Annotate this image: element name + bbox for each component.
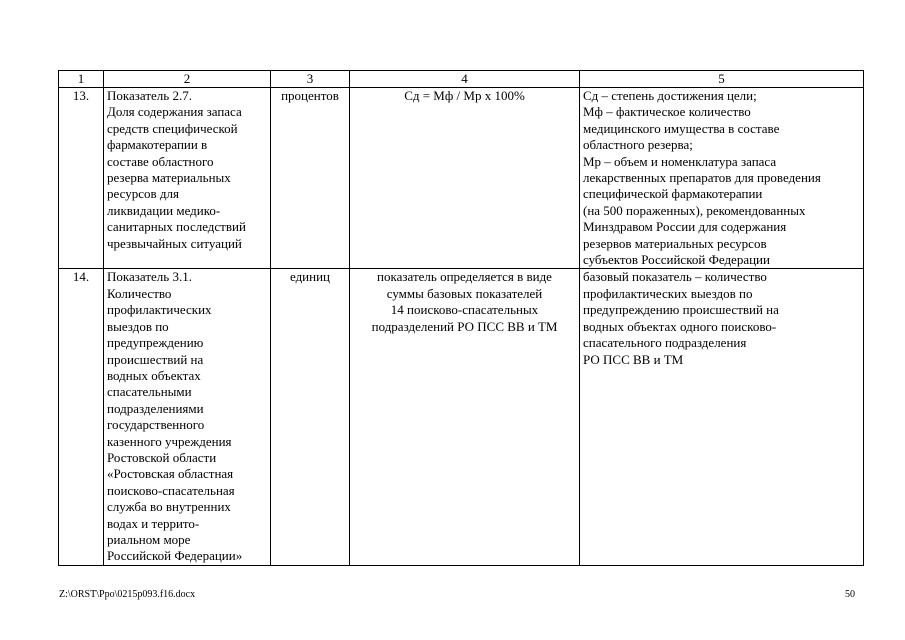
indicator-name-line: Доля содержания запаса [107,104,242,120]
description-cell [580,269,864,565]
description-line: базовый показатель – количество [583,269,767,285]
description-line: Минздравом России для содержания [583,219,787,235]
unit-cell: единиц [271,269,350,565]
indicator-name-line: составе областного [107,153,214,169]
indicator-name-cell [104,269,271,565]
formula-line: 14 поисково-спасательных [390,302,539,318]
description-line: субъектов Российской Федерации [583,252,770,268]
header-cell-1: 1 [59,71,104,88]
indicator-name-line: Показатель 3.1. [107,269,192,285]
indicator-name-line: служба во внутренних [107,499,231,515]
description-line: медицинского имущества в составе [583,120,780,136]
indicator-name-line: ресурсов для [107,186,179,202]
indicator-name-line: Показатель 2.7. [107,88,192,103]
indicator-name-line: резерва материальных [107,170,231,186]
description-line: Мр – объем и номенклатура запаса [583,153,777,169]
description-line: Мф – фактическое количество [583,104,751,120]
unit-cell: процентов [271,88,350,269]
indicator-name-line: казенного учреждения [107,433,232,449]
indicator-name-line: водных объектах [107,367,201,383]
description-line: областного резерва; [583,137,693,153]
description-cell [580,88,864,269]
table-row [59,269,864,565]
description-line: предупреждению происшествий на [583,302,779,318]
indicator-name-line: спасательными [107,384,192,400]
formula-cell [350,88,580,269]
formula-cell [350,269,580,565]
indicator-name-line: Ростовской области [107,449,217,465]
indicator-name-line: государственного [107,417,205,433]
description-line: РО ПСС ВВ и ТМ [583,351,684,367]
description-line: резервов материальных ресурсов [583,235,767,251]
indicators-table [58,70,864,566]
indicator-name-line: Количество [107,285,172,301]
indicator-name-line: риальном море [107,531,191,547]
header-cell-3: 3 [271,71,350,88]
page-number: 50 [845,589,855,600]
indicator-name-line: выездов по [107,318,169,334]
indicator-name-line: средств специфической [107,120,238,136]
indicator-name-line: «Ростовская областная [107,466,234,482]
description-line: специфической фармакотерапии [583,186,763,202]
indicator-name-line: водах и террито- [107,515,200,531]
indicator-name-line: подразделениями [107,400,204,416]
row-number-cell: 13. [59,88,104,269]
indicator-name-line: происшествий на [107,351,204,367]
description-line: профилактических выездов по [583,285,753,301]
indicator-name-cell [104,88,271,269]
footer-file-path: Z:\ORST\Ppo\0215p093.f16.docx [59,589,196,600]
indicator-name-line: санитарных последствий [107,219,246,235]
description-line: Сд – степень достижения цели; [583,88,757,103]
description-line: водных объектах одного поисково- [583,318,777,334]
formula-line: показатель определяется в виде [377,269,552,285]
indicator-name-line: фармакотерапии в [107,137,208,153]
description-line: спасательного подразделения [583,335,747,351]
formula-line: суммы базовых показателей [386,285,543,301]
table-header-row [59,71,864,88]
description-line: лекарственных препаратов для проведения [583,170,821,186]
indicator-name-line: поисково-спасательная [107,482,235,498]
indicator-name-line: профилактических [107,302,212,318]
indicator-name-line: предупреждению [107,335,204,351]
indicator-name-line: чрезвычайных ситуаций [107,235,242,251]
row-number-cell: 14. [59,269,104,565]
formula-line: Сд = Мф / Мр x 100% [404,88,525,103]
header-cell-5: 5 [580,71,864,88]
description-line: (на 500 пораженных), рекомендованных [583,202,806,218]
header-cell-4: 4 [350,71,580,88]
indicator-name-line: Российской Федерации» [107,548,243,564]
formula-line: подразделений РО ПСС ВВ и ТМ [371,318,558,334]
indicator-name-line: ликвидации медико- [107,202,221,218]
table-row [59,88,864,269]
header-cell-2: 2 [104,71,271,88]
